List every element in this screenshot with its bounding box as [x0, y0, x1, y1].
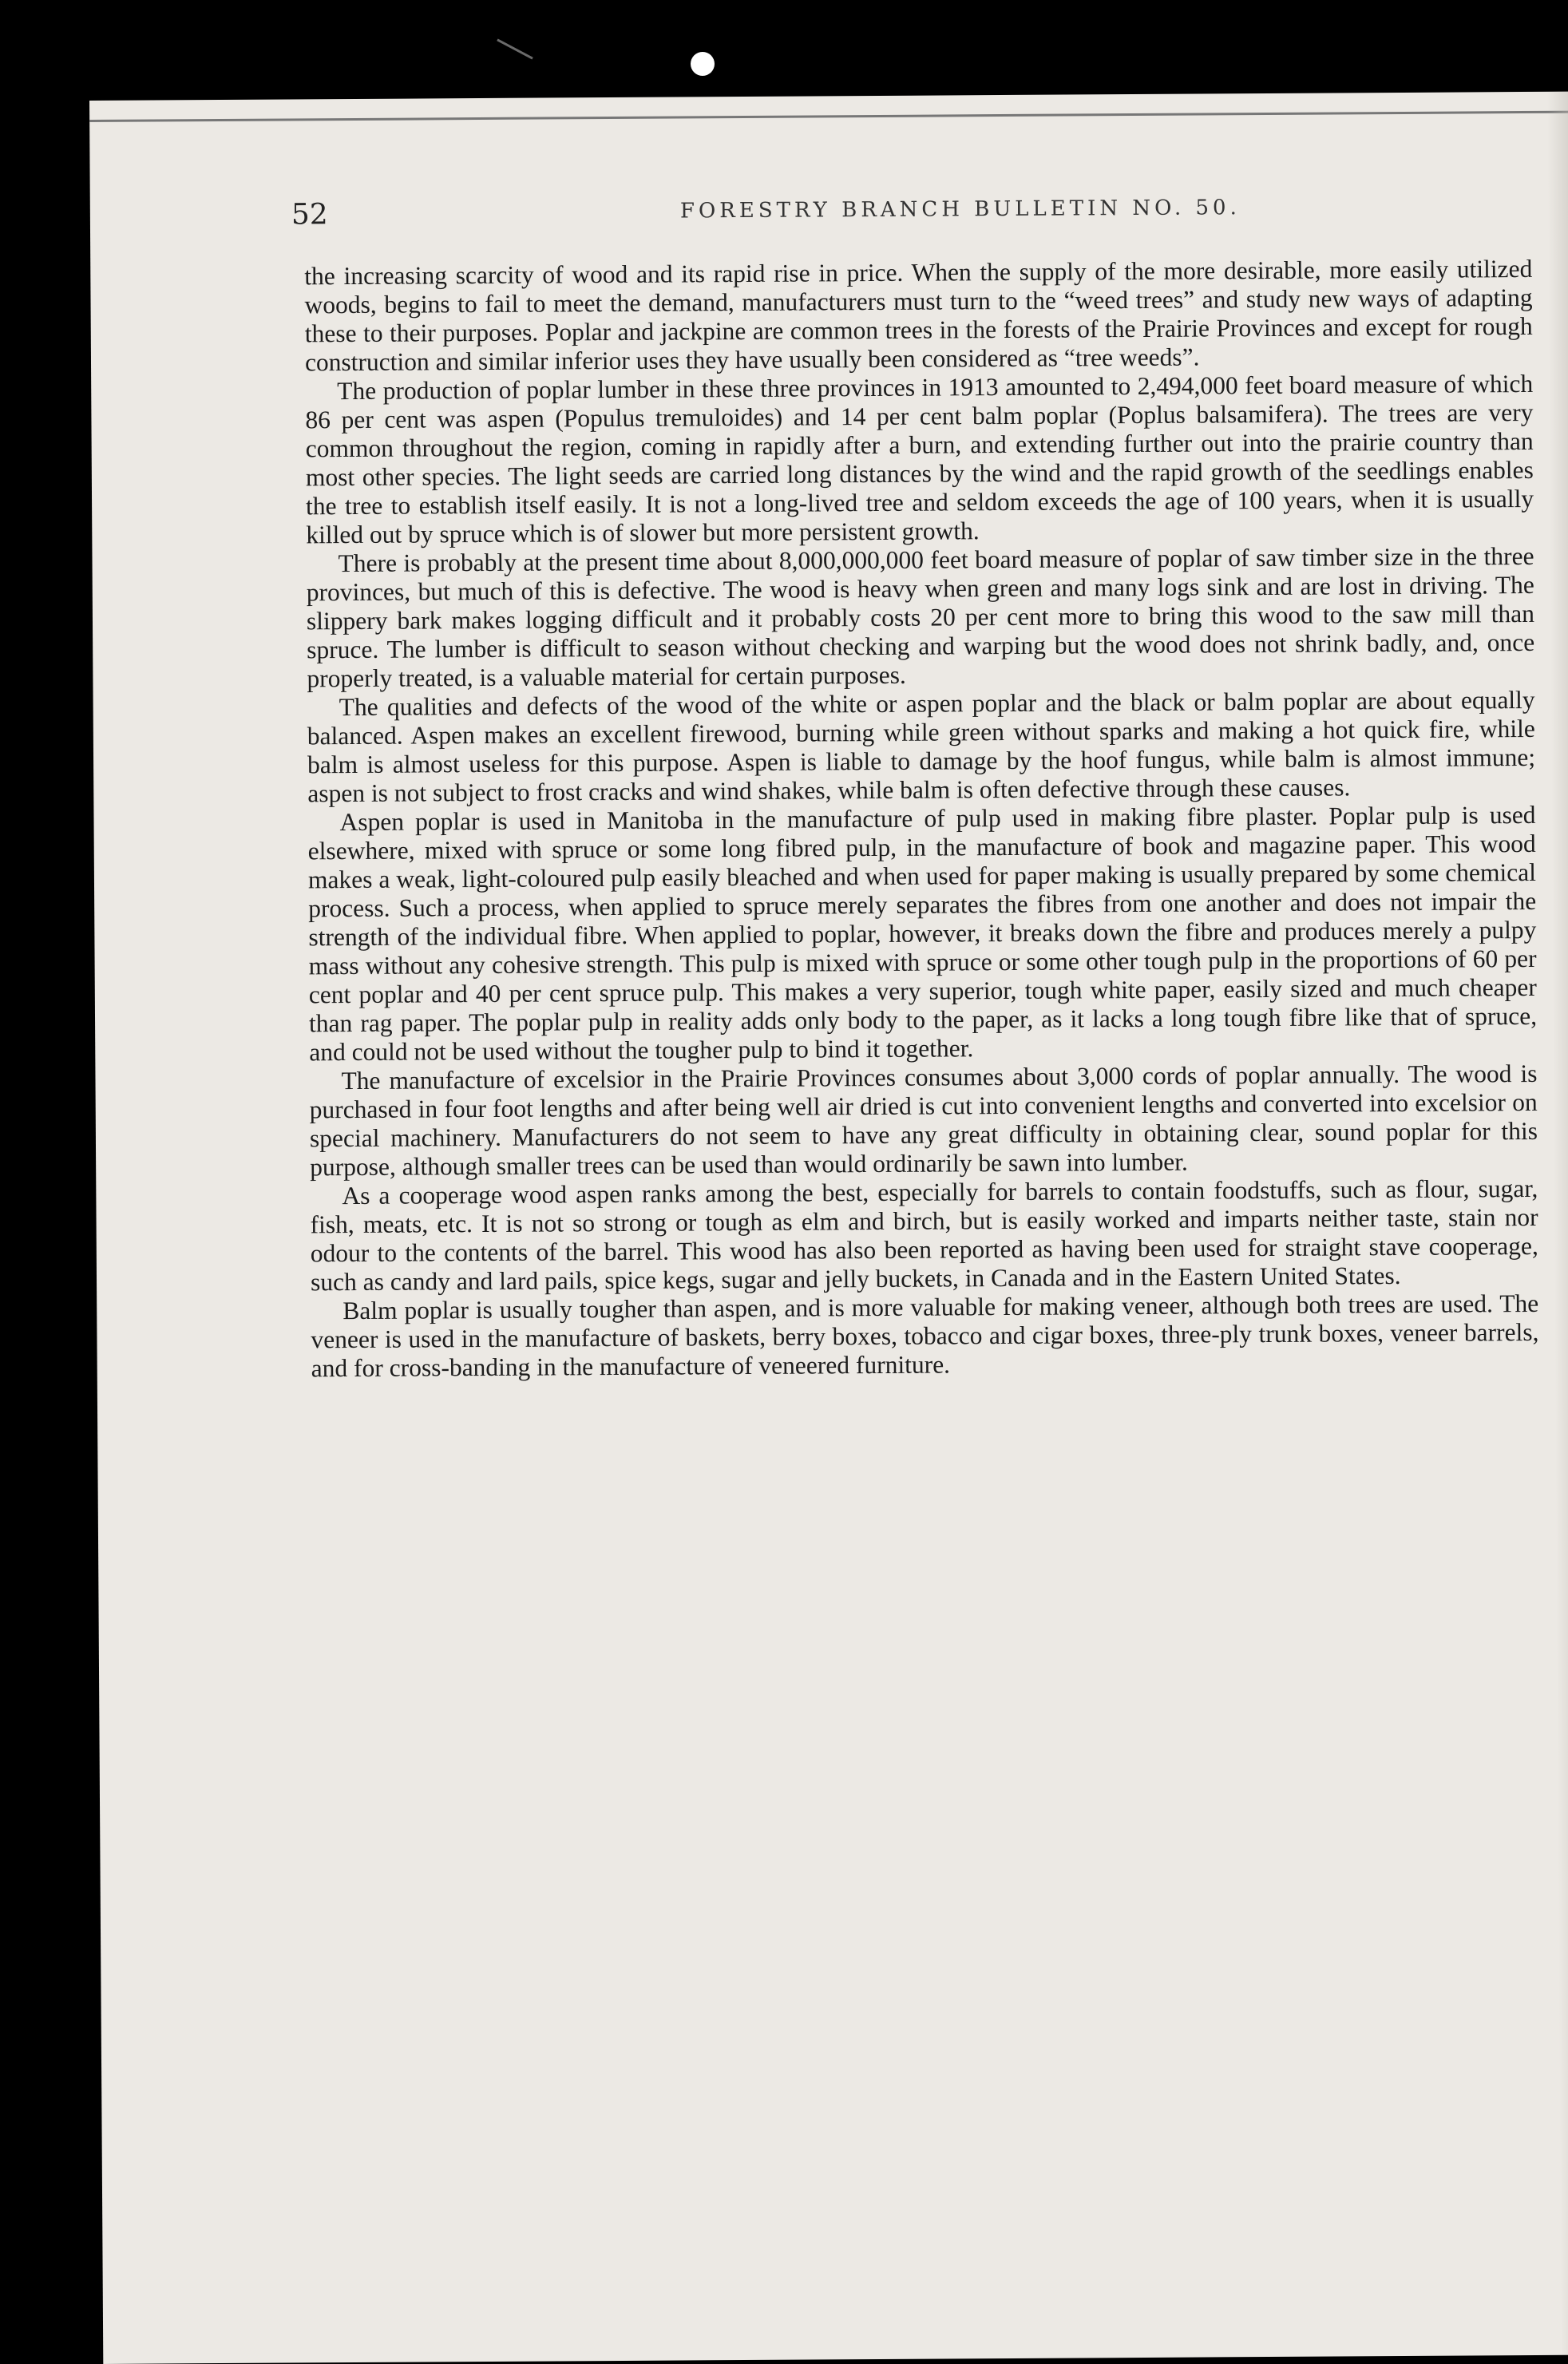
paragraph: the increasing scarcity of wood and its rapid rise in price. When the supply of the more desirable, more easily utilized woods, begins to fail to meet the demand, manufacturers must turn to the “weed trees” and study new ways of adapting these to their purposes. Poplar and jackpine are common trees in the forests of the Prairie Provinces and except for rough construction and similar inferior uses they have usually been considered as “tree weeds”. — [304, 254, 1533, 377]
scan-artifact-mark — [497, 38, 533, 59]
paragraph: Balm poplar is usually tougher than aspen, and is more valuable for making veneer, although both trees are used. The veneer is used in the manufacture of baskets, berry boxes, tobacco and cigar boxes, three-ply trunk boxes, veneer barrels, and for cross-banding in the manufacture of veneered furniture. — [311, 1289, 1539, 1383]
body-text — [304, 255, 1539, 1383]
page-number: 52 — [291, 198, 328, 232]
page-edge-shadow — [1547, 91, 1568, 2354]
paragraph: There is probably at the present time about 8,000,000,000 feet board measure of poplar of saw timber size in the three provinces, but much of this is defective. The wood is heavy when green and many logs sink and are lost in driving. The slippery bark makes logging difficult and it probably costs 20 per cent more to bring this wood to the saw mill than spruce. The lumber is difficult to season without checking and warping but the wood does not shrink badly, and, once properly treated, is a valuable material for certain purposes. — [306, 541, 1535, 693]
paragraph: The manufacture of excelsior in the Prairie Provinces consumes about 3,000 cords of poplar annually. The wood is purchased in four foot lengths and after being well air dried is cut into convenient lengths and converted into excelsior on special machinery. Manufacturers do not seem to have any great difficulty in obtaining clear, sound poplar for this purpose, although smaller trees can be used than would ordinarily be sawn into lumber. — [309, 1059, 1538, 1182]
page-top-rule — [89, 110, 1568, 122]
paragraph: As a cooperage wood aspen ranks among the best, especially for barrels to contain foodstuffs, such as flour, sugar, fish, meats, etc. It is not so strong or tough as elm and birch, but is easily worked and imparts neither taste, stain nor odour to the contents of the barrel. This wood has also been reported as having been used for straight stave cooperage, such as candy and lard pails, spice kegs, sugar and jelly buckets, in Canada and in the Eastern United States. — [310, 1174, 1538, 1297]
paragraph: Aspen poplar is used in Manitoba in the manufacture of pulp used in making fibre plaster. Poplar pulp is used elsewhere, mixed with spruce or some long fibred pulp, in the manufacture of book and magazine paper. This wood makes a weak, light-coloured pulp easily bleached and when used for paper making is usually prepared by some chemical process. Such a process, when applied to spruce merely separates the fibres from one another and does not impair the strength of the individual fibre. When applied to poplar, however, it breaks down the fibre and produces merely a pulpy mass without any cohesive strength. This pulp is mixed with spruce or some other tough pulp in the proportions of 60 per cent poplar and 40 per cent spruce pulp. This makes a very superior, tough white paper, easily sized and much cheaper than rag paper. The poplar pulp in reality adds only body to the paper, as it lacks a long tough fibre like that of spruce, and could not be used without the tougher pulp to bind it together. — [307, 800, 1538, 1067]
scan-artifact-dot — [691, 52, 715, 76]
book-page — [89, 91, 1568, 2363]
paragraph: The qualities and defects of the wood of the white or aspen poplar and the black or balm poplar are about equally balanced. Aspen makes an excellent firewood, burning while green without sparks and making a hot quick fire, while balm is almost useless for this purpose. Aspen is liable to damage by the hoof fungus, while balm is almost immune; aspen is not subject to frost cracks and wind shakes, while balm is often defective through these causes. — [307, 685, 1536, 808]
running-head: FORESTRY BRANCH BULLETIN NO. 50. — [679, 196, 1241, 224]
paragraph: The production of poplar lumber in these three provinces in 1913 amounted to 2,494,000 feet board measure of which 86 per cent was aspen (Populus tremuloides) and 14 per cent balm poplar (Poplus balsamifera). The trees are very common throughout the region, coming in rapidly after a burn, and extending further out into the prairie country than most other species. The light seeds are carried long distances by the wind and the rapid growth of the seedlings enables the tree to establish itself easily. It is not a long-lived tree and seldom exceeds the age of 100 years, when it is usually killed out by spruce which is of slower but more persistent growth. — [305, 369, 1534, 549]
